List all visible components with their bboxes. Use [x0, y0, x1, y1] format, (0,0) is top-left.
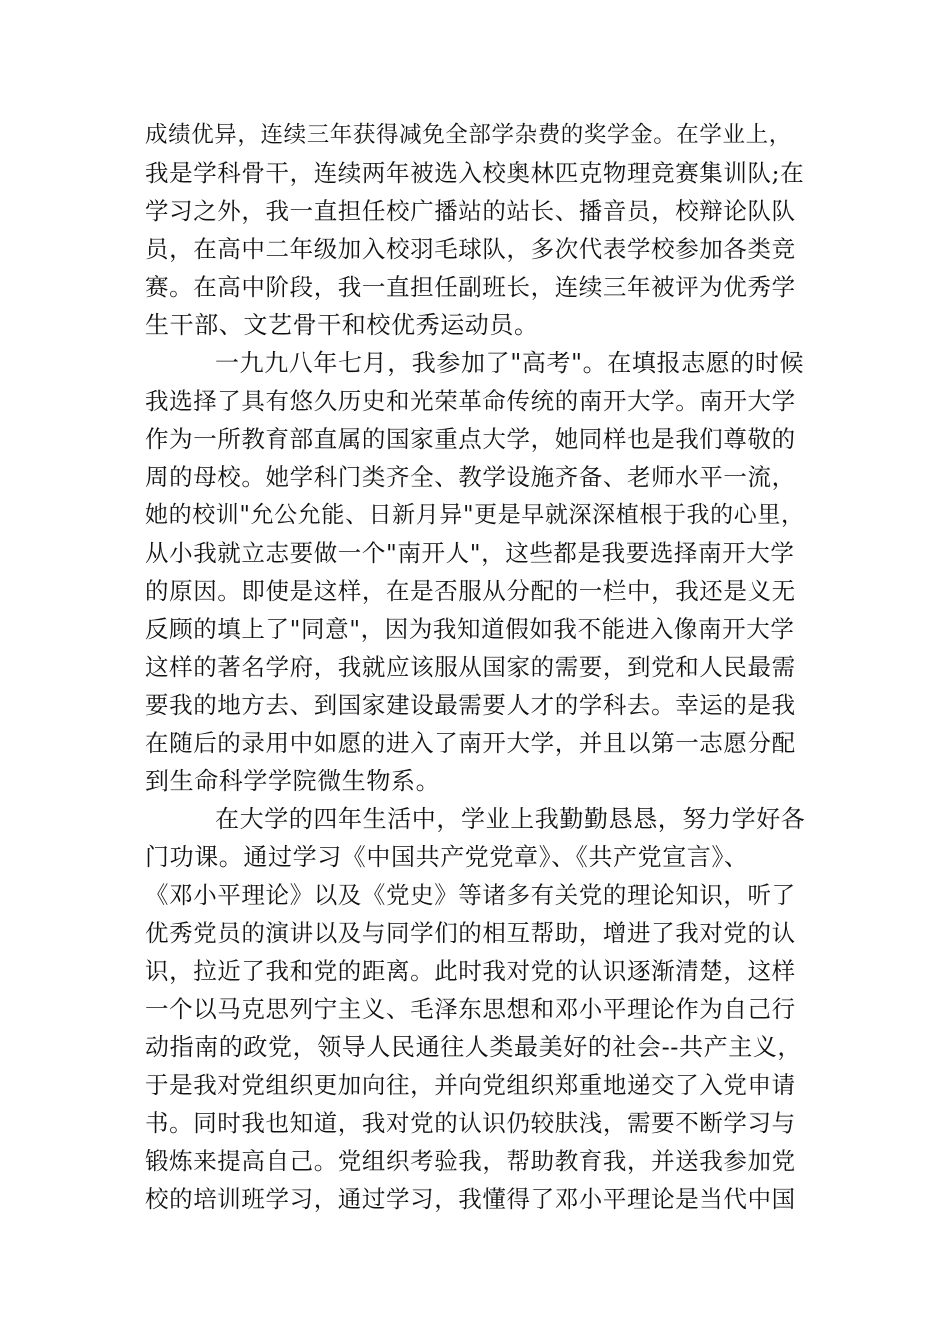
- text-line: 我是学科骨干，连续两年被选入校奥林匹克物理竞赛集训队;在: [145, 159, 805, 187]
- text-line: 她的校训"允公允能、日新月异"更是早就深深植根于我的心里，: [145, 502, 805, 528]
- text-line: 在随后的录用中如愿的进入了南开大学，并且以第一志愿分配: [145, 729, 796, 757]
- text-line: 成绩优异，连续三年获得减免全部学杂费的奖学金。在学业上，: [145, 122, 792, 148]
- text-line: 员，在高中二年级加入校羽毛球队，多次代表学校参加各类竞: [145, 235, 796, 263]
- text-line: 动指南的政党，领导人民通往人类最美好的社会--共产主义，: [145, 1033, 803, 1061]
- text-line: 于是我对党组织更加向往，并向党组织郑重地递交了入党申请: [145, 1071, 796, 1099]
- text-line: 周的母校。她学科门类齐全、教学设施齐备、老师水平一流，: [145, 463, 796, 491]
- text-line: 《邓小平理论》以及《党史》等诸多有关党的理论知识，听了: [145, 881, 796, 909]
- text-line-indented: 一九九八年七月，我参加了"高考"。在填报志愿的时候: [215, 349, 805, 377]
- text-line: 的原因。即使是这样，在是否服从分配的一栏中，我还是义无: [145, 577, 796, 605]
- paragraph-university: [145, 800, 805, 1218]
- text-line: 校的培训班学习，通过学习，我懂得了邓小平理论是当代中国: [145, 1185, 796, 1213]
- text-line: 反顾的填上了"同意"，因为我知道假如我不能进入像南开大学: [145, 615, 795, 643]
- text-line: 生干部、文艺骨干和校优秀运动员。: [145, 311, 539, 339]
- text-line-indented: 在大学的四年生活中，学业上我勤勤恳恳，努力学好各: [215, 805, 806, 833]
- paragraph-gaokao: [145, 344, 805, 800]
- text-line: 锻炼来提高自己。党组织考验我，帮助教育我，并送我参加党: [145, 1147, 796, 1175]
- text-line: 赛。在高中阶段，我一直担任副班长，连续三年被评为优秀学: [145, 273, 796, 301]
- paragraph-scholarship: [145, 116, 805, 344]
- document-body: [145, 116, 805, 1218]
- text-line: 优秀党员的演讲以及与同学们的相互帮助，增进了我对党的认: [145, 919, 796, 947]
- text-line: 从小我就立志要做一个"南开人"，这些都是我要选择南开大学: [145, 539, 795, 567]
- text-line: 作为一所教育部直属的国家重点大学，她同样也是我们尊敬的: [145, 425, 796, 453]
- text-line: 识，拉近了我和党的距离。此时我对党的认识逐渐清楚，这样: [145, 957, 796, 985]
- text-line: 要我的地方去、到国家建设最需要人才的学科去。幸运的是我: [145, 691, 796, 719]
- text-line: 学习之外，我一直担任校广播站的站长、播音员，校辩论队队: [145, 197, 796, 225]
- text-line: 到生命科学学院微生物系。: [145, 767, 441, 795]
- text-line: 书。同时我也知道，我对党的认识仍较肤浅，需要不断学习与: [145, 1109, 796, 1137]
- text-line: 这样的著名学府，我就应该服从国家的需要，到党和人民最需: [145, 653, 796, 681]
- text-line: 门功课。通过学习《中国共产党党章》、《共产党宣言》、: [145, 843, 749, 871]
- text-line: 我选择了具有悠久历史和光荣革命传统的南开大学。南开大学: [145, 387, 796, 415]
- text-line: 一个以马克思列宁主义、毛泽东思想和邓小平理论作为自己行: [145, 995, 796, 1023]
